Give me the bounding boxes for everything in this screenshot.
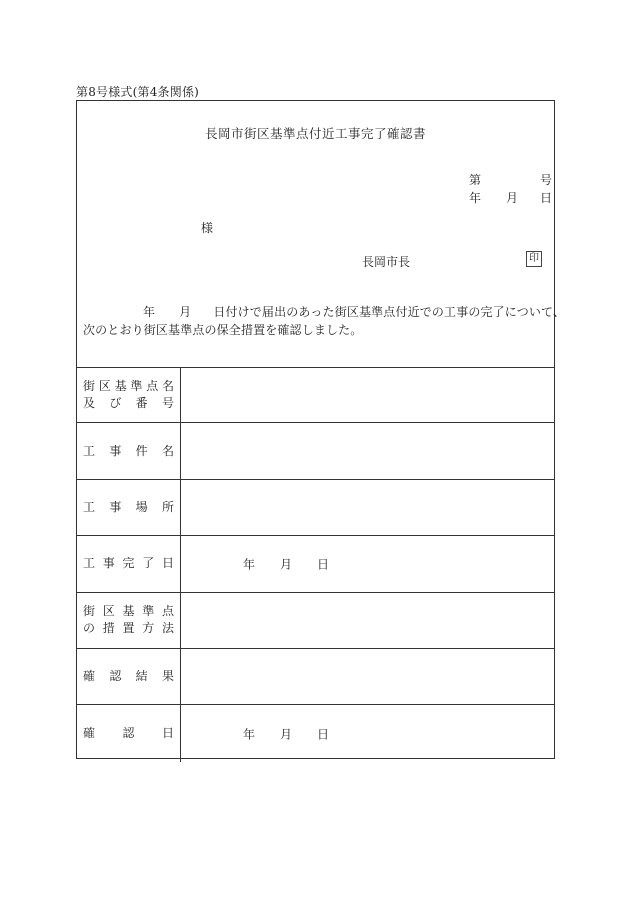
label-char: 準 bbox=[130, 378, 143, 393]
row-label bbox=[77, 593, 181, 648]
label-char: 確 bbox=[83, 726, 96, 741]
label-char: 準 bbox=[142, 604, 155, 619]
date-value bbox=[243, 555, 329, 572]
date-year: 年 bbox=[243, 557, 256, 572]
label-char: 方 bbox=[142, 621, 155, 636]
body-line1-text: 日付けで届出のあった街区基準点付近での工事の完了について、 bbox=[213, 305, 566, 319]
label-char: 確 bbox=[83, 669, 96, 684]
label-char: び bbox=[109, 395, 122, 410]
label-char: 番 bbox=[135, 395, 148, 410]
number-suffix: 号 bbox=[540, 173, 553, 187]
table-row bbox=[77, 480, 554, 536]
label-char: 街 bbox=[83, 604, 96, 619]
issue-year-label: 年 bbox=[469, 191, 482, 205]
table-row bbox=[77, 649, 554, 705]
label-char: 工 bbox=[83, 443, 96, 458]
label-char: 認 bbox=[122, 726, 135, 741]
label-char: 点 bbox=[146, 378, 159, 393]
addressee-suffix: 様 bbox=[201, 221, 214, 235]
label-char: 果 bbox=[161, 669, 174, 684]
date-day: 日 bbox=[317, 557, 330, 572]
label-char: 了 bbox=[142, 556, 155, 571]
label-char: 工 bbox=[83, 556, 96, 571]
row-label bbox=[77, 649, 181, 704]
number-prefix: 第 bbox=[469, 173, 482, 187]
row-label-line bbox=[83, 443, 174, 460]
label-char: 措 bbox=[102, 621, 115, 636]
row-label bbox=[77, 367, 181, 422]
label-char: 区 bbox=[98, 378, 111, 393]
label-char: 街 bbox=[83, 378, 96, 393]
row-label-line bbox=[83, 499, 174, 516]
row-label-line bbox=[83, 378, 174, 395]
label-char: 事 bbox=[102, 556, 115, 571]
row-label-line bbox=[83, 725, 174, 742]
row-value-field[interactable] bbox=[181, 480, 554, 535]
table-row bbox=[77, 593, 554, 649]
label-char: 点 bbox=[161, 604, 174, 619]
label-char: 日 bbox=[161, 726, 174, 741]
label-char: 場 bbox=[135, 499, 148, 514]
label-char: 所 bbox=[161, 499, 174, 514]
label-char: 置 bbox=[122, 621, 135, 636]
issuer-name: 長岡市長 bbox=[362, 255, 411, 269]
row-value-field[interactable] bbox=[181, 367, 554, 422]
label-char: 件 bbox=[135, 443, 148, 458]
label-char: 認 bbox=[109, 669, 122, 684]
table-row bbox=[77, 423, 554, 479]
date-day: 日 bbox=[317, 727, 330, 742]
body-month: 月 bbox=[179, 305, 192, 319]
label-char: 事 bbox=[109, 499, 122, 514]
label-char: 名 bbox=[161, 443, 174, 458]
issue-month-label: 月 bbox=[506, 191, 519, 205]
label-char: の bbox=[83, 621, 96, 636]
row-label bbox=[77, 705, 181, 761]
seal-mark: 印 bbox=[526, 251, 542, 267]
label-char: 区 bbox=[102, 604, 115, 619]
row-value-field[interactable] bbox=[181, 593, 554, 648]
row-label bbox=[77, 536, 181, 591]
body-line-1 bbox=[83, 303, 565, 320]
header-section bbox=[77, 101, 566, 368]
row-label-line bbox=[83, 620, 174, 637]
date-month: 月 bbox=[280, 727, 293, 742]
label-char: 工 bbox=[83, 499, 96, 514]
row-label bbox=[77, 423, 181, 478]
body-year: 年 bbox=[143, 305, 156, 319]
date-value bbox=[243, 725, 329, 742]
label-char: 結 bbox=[135, 669, 148, 684]
table-row bbox=[77, 367, 554, 423]
row-value-field[interactable] bbox=[181, 536, 554, 591]
row-label-line bbox=[83, 603, 174, 620]
row-value-field[interactable] bbox=[181, 705, 554, 761]
body-line-2: 次のとおり街区基準点の保全措置を確認しました。 bbox=[83, 323, 363, 337]
document-title: 長岡市街区基準点付近工事完了確認書 bbox=[204, 126, 426, 141]
row-value-field[interactable] bbox=[181, 649, 554, 704]
label-char: 基 bbox=[114, 378, 127, 393]
issue-day-label: 日 bbox=[540, 191, 553, 205]
row-label-line bbox=[83, 555, 174, 572]
label-char: 及 bbox=[83, 395, 96, 410]
details-table bbox=[77, 367, 554, 762]
label-char: 事 bbox=[109, 443, 122, 458]
label-char: 完 bbox=[122, 556, 135, 571]
label-char: 基 bbox=[122, 604, 135, 619]
date-year: 年 bbox=[243, 727, 256, 742]
row-label bbox=[77, 480, 181, 535]
row-label-line bbox=[83, 395, 174, 412]
table-row bbox=[77, 705, 554, 761]
form-frame bbox=[76, 100, 566, 759]
label-char: 日 bbox=[161, 556, 174, 571]
label-char: 名 bbox=[161, 378, 174, 393]
table-row bbox=[77, 536, 554, 592]
row-label-line bbox=[83, 668, 174, 685]
label-char: 法 bbox=[161, 621, 174, 636]
form-number-label: 第8号様式(第4条関係) bbox=[76, 85, 200, 99]
label-char: 号 bbox=[161, 395, 174, 410]
row-value-field[interactable] bbox=[181, 423, 554, 478]
date-month: 月 bbox=[280, 557, 293, 572]
